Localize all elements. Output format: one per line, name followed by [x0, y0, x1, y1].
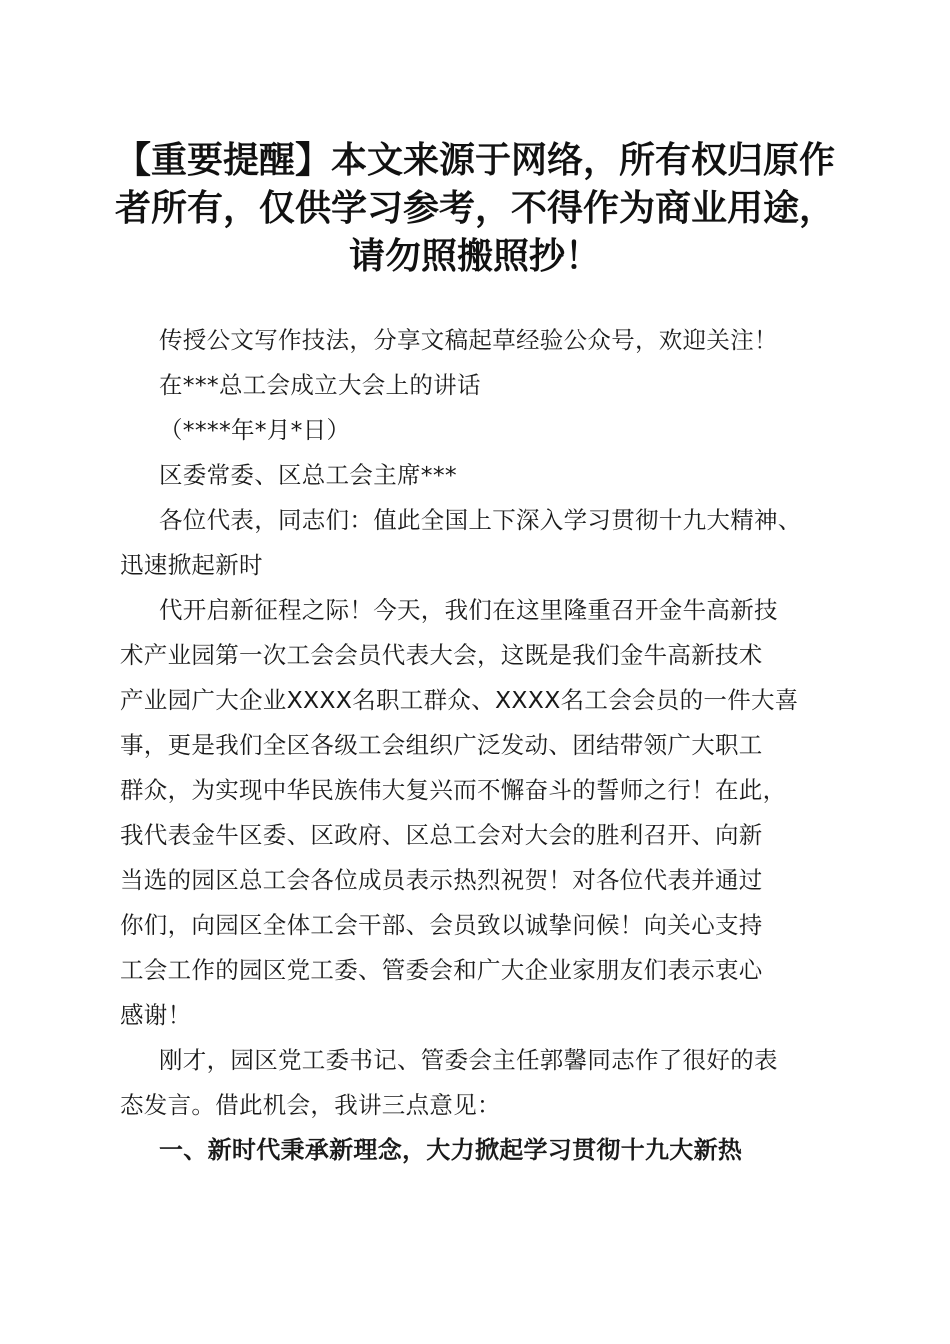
- document-body: [120, 318, 835, 1173]
- notice-line-3: 请勿照搬照抄！: [348, 235, 601, 277]
- paragraph-line: 态发言。借此机会，我讲三点意见：: [120, 1091, 501, 1119]
- paragraph-line: 你们，向园区全体工会干部、会员致以诚挚问候！向关心支持: [120, 911, 763, 939]
- paragraph-line: 群众，为实现中华民族伟大复兴而不懈奋斗的誓师之行！在此，: [120, 776, 787, 804]
- paragraph-line: 我代表金牛区委、区政府、区总工会对大会的胜利召开、向新: [120, 821, 763, 849]
- paragraph-line: 工会工作的园区党工委、管委会和广大企业家朋友们表示衷心: [120, 956, 763, 984]
- paragraph-line: 事，更是我们全区各级工会组织广泛发动、团结带领广大职工: [120, 731, 763, 759]
- speaker-line: 区委常委、区总工会主席***: [159, 461, 457, 489]
- paragraph-line: 迅速掀起新时: [120, 551, 263, 579]
- speech-title: 在***总工会成立大会上的讲话: [159, 371, 481, 399]
- paragraph-line: 感谢！: [120, 1001, 192, 1029]
- important-notice: [110, 136, 840, 280]
- paragraph-line: 术产业园第一次工会会员代表大会，这既是我们金牛高新技术: [120, 641, 763, 669]
- promo-line: 传授公文写作技法，分享文稿起草经验公众号，欢迎关注！: [159, 326, 778, 354]
- section-heading: 一、新时代秉承新理念，大力掀起学习贯彻十九大新热: [159, 1136, 743, 1164]
- notice-line-1: 【重要提醒】本文来源于网络，所有权归原作: [114, 139, 835, 181]
- notice-line-2: 者所有，仅供学习参考，不得作为商业用途，: [114, 187, 835, 229]
- paragraph-line: 当选的园区总工会各位成员表示热烈祝贺！对各位代表并通过: [120, 866, 763, 894]
- paragraph-line: 刚才，园区党工委书记、管委会主任郭馨同志作了很好的表: [159, 1046, 778, 1074]
- speech-date: （****年*月*日）: [159, 416, 351, 444]
- paragraph-line: 各位代表，同志们：值此全国上下深入学习贯彻十九大精神、: [159, 506, 802, 534]
- paragraph-line: 代开启新征程之际！今天，我们在这里隆重召开金牛高新技: [159, 596, 778, 624]
- paragraph-line: 产业园广大企业XXXX名职工群众、XXXX名工会会员的一件大喜: [120, 686, 799, 714]
